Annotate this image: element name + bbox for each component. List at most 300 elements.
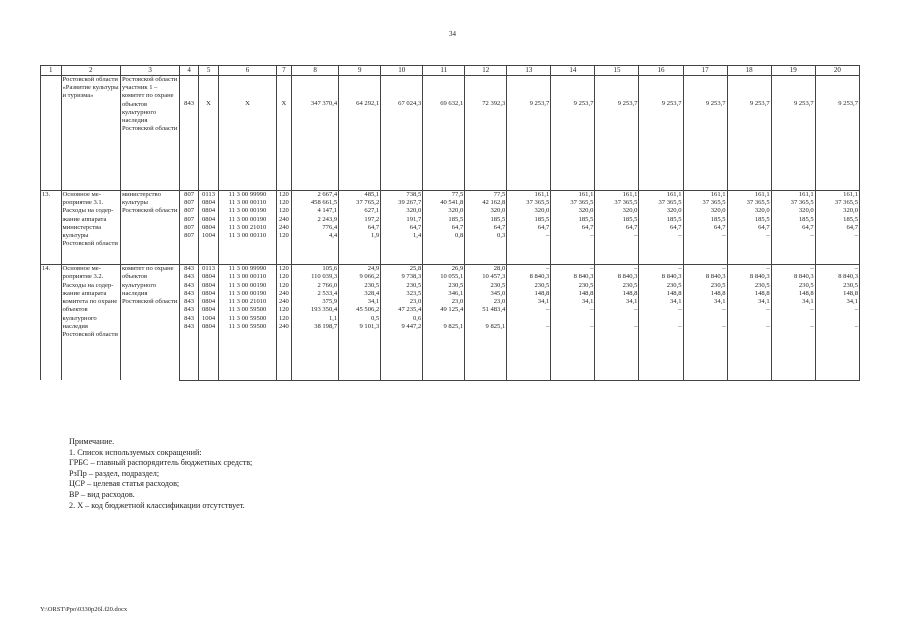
table-cell <box>507 248 551 256</box>
table-cell: – <box>507 232 551 240</box>
table-cell <box>292 331 339 339</box>
table-cell <box>423 331 465 339</box>
table-cell <box>815 347 859 355</box>
table-cell <box>381 347 423 355</box>
table-cell: 320,0 <box>465 207 507 215</box>
table-cell: 34,1 <box>815 298 859 306</box>
table-cell <box>180 331 198 339</box>
table-cell: 185,5 <box>507 216 551 224</box>
table-cell: Основное ме-роприятие 3.2. Расходы на содер-жание аппарата комитета по охране объектов культурного наследия Ростовской области <box>61 265 120 380</box>
table-cell: 843 <box>180 265 198 274</box>
table-cell <box>771 257 815 265</box>
table-cell <box>276 364 291 372</box>
table-cell: – <box>771 323 815 331</box>
table-cell: 120 <box>276 306 291 314</box>
table-cell <box>423 339 465 347</box>
table-cell: – <box>639 265 683 274</box>
table-cell: 64,7 <box>465 224 507 232</box>
table-cell: 64,7 <box>771 224 815 232</box>
table-cell: 320,0 <box>551 207 595 215</box>
table-cell: 240 <box>276 216 291 224</box>
table-cell: 11 3 00 99990 <box>219 265 276 274</box>
table-cell: Основное ме-роприятие 3.1. Расходы на содер-жание аппарата министерства культуры Ростовской области <box>61 191 120 265</box>
table-cell <box>423 372 465 380</box>
table-cell: 11 3 00 21010 <box>219 224 276 232</box>
table-cell: 0804 <box>198 306 219 314</box>
table-cell: 19 <box>771 66 815 76</box>
table-cell: 1004 <box>198 315 219 323</box>
table-cell: 34,1 <box>507 298 551 306</box>
table-cell: – <box>727 265 771 274</box>
table-cell: 161,1 <box>683 191 727 200</box>
table-cell <box>683 339 727 347</box>
table-cell: 2 766,0 <box>292 282 339 290</box>
table-cell: 185,5 <box>683 216 727 224</box>
table-cell <box>595 257 639 265</box>
table-cell: 11 3 00 00190 <box>219 216 276 224</box>
table-cell <box>423 347 465 355</box>
table-cell: 37 365,5 <box>771 199 815 207</box>
table-cell: 37 365,5 <box>507 199 551 207</box>
table-cell: 161,1 <box>595 191 639 200</box>
table-cell: 47 235,4 <box>381 306 423 314</box>
table-cell <box>180 355 198 363</box>
table-cell <box>815 331 859 339</box>
table-cell: 230,5 <box>507 282 551 290</box>
table-cell <box>771 315 815 323</box>
table-cell: 51 483,4 <box>465 306 507 314</box>
table-cell <box>727 347 771 355</box>
table-cell: 64,7 <box>339 224 381 232</box>
table-cell <box>423 248 465 256</box>
table-cell: 34,1 <box>683 298 727 306</box>
table-cell <box>727 240 771 248</box>
table-cell: 843 <box>180 76 198 191</box>
table-cell <box>180 257 198 265</box>
table-cell <box>551 347 595 355</box>
table-cell: 11 3 00 59500 <box>219 306 276 314</box>
table-cell <box>292 240 339 248</box>
table-cell: 6 <box>219 66 276 76</box>
table-cell: 37 365,5 <box>815 199 859 207</box>
table-cell <box>198 364 219 372</box>
table-cell <box>771 240 815 248</box>
table-cell <box>219 257 276 265</box>
table-cell <box>219 372 276 380</box>
table-cell: 72 392,3 <box>465 76 507 191</box>
table-cell: 37 365,5 <box>683 199 727 207</box>
table-cell <box>507 315 551 323</box>
table-cell: 148,8 <box>727 290 771 298</box>
table-cell <box>198 257 219 265</box>
table-cell: 230,5 <box>771 282 815 290</box>
table-cell: 64,7 <box>551 224 595 232</box>
table-cell: – <box>683 306 727 314</box>
table-cell: 3 <box>120 66 179 76</box>
table-cell: 240 <box>276 298 291 306</box>
table-cell <box>180 240 198 248</box>
table-cell <box>339 331 381 339</box>
table-cell: – <box>771 306 815 314</box>
table-cell: 9 066,2 <box>339 273 381 281</box>
table-cell: 77,5 <box>423 191 465 200</box>
table-cell: 18 <box>727 66 771 76</box>
table-cell: 25,8 <box>381 265 423 274</box>
table-cell <box>771 364 815 372</box>
table-cell <box>727 248 771 256</box>
notes-title: Примечание. <box>69 437 115 446</box>
table-cell: 240 <box>276 290 291 298</box>
table-cell: 14 <box>551 66 595 76</box>
table-cell: 0804 <box>198 207 219 215</box>
table-row <box>41 191 860 200</box>
table-cell <box>683 364 727 372</box>
table-row <box>41 265 860 274</box>
table-cell <box>465 257 507 265</box>
notes-line: 1. Список используемых сокращений: <box>69 447 202 457</box>
table-cell: – <box>815 323 859 331</box>
table-cell <box>815 248 859 256</box>
table-cell: 843 <box>180 323 198 331</box>
table-cell: 345,0 <box>465 290 507 298</box>
table-cell: 11 3 00 00110 <box>219 273 276 281</box>
table-cell <box>198 355 219 363</box>
table-cell <box>727 364 771 372</box>
table-cell <box>595 372 639 380</box>
table-cell <box>465 315 507 323</box>
table-cell: 1,9 <box>339 232 381 240</box>
table-cell: 120 <box>276 265 291 274</box>
table-cell: 1004 <box>198 232 219 240</box>
notes-line: 2. X – код бюджетной классификации отсутствует. <box>69 500 245 510</box>
table-cell <box>465 347 507 355</box>
table-cell: 11 3 00 00190 <box>219 290 276 298</box>
table-cell <box>180 347 198 355</box>
table-cell <box>507 347 551 355</box>
table-cell: 9 447,2 <box>381 323 423 331</box>
table-cell: 347 370,4 <box>292 76 339 191</box>
table-cell: 9 253,7 <box>727 76 771 191</box>
table-cell <box>219 364 276 372</box>
table-cell: 843 <box>180 315 198 323</box>
table-cell: 320,0 <box>815 207 859 215</box>
table-cell: 120 <box>276 282 291 290</box>
table-cell: – <box>727 306 771 314</box>
table-cell: – <box>639 323 683 331</box>
table-cell <box>465 248 507 256</box>
table-cell: 320,0 <box>727 207 771 215</box>
table-cell <box>381 372 423 380</box>
table-cell: 197,2 <box>339 216 381 224</box>
table-cell <box>727 355 771 363</box>
table-cell: 37 365,5 <box>595 199 639 207</box>
table-cell: 28,0 <box>465 265 507 274</box>
table-cell: 64,7 <box>595 224 639 232</box>
table-cell: – <box>507 265 551 274</box>
table-cell: 0113 <box>198 191 219 200</box>
table-cell: 161,1 <box>507 191 551 200</box>
table-cell <box>683 240 727 248</box>
table-cell <box>815 339 859 347</box>
table-cell: 0804 <box>198 216 219 224</box>
table-cell <box>595 355 639 363</box>
table-cell: 34,1 <box>551 298 595 306</box>
table-cell <box>639 248 683 256</box>
table-cell <box>639 331 683 339</box>
table-cell: 120 <box>276 232 291 240</box>
table-cell <box>381 257 423 265</box>
table-cell: 11 3 00 21010 <box>219 298 276 306</box>
table-cell <box>507 331 551 339</box>
table-cell <box>683 347 727 355</box>
table-cell <box>339 355 381 363</box>
table-cell: 843 <box>180 273 198 281</box>
table-cell: 185,5 <box>465 216 507 224</box>
table-cell: 64,7 <box>507 224 551 232</box>
table-cell <box>339 339 381 347</box>
table-cell <box>276 339 291 347</box>
table-cell: 39 267,7 <box>381 199 423 207</box>
table-cell: – <box>639 306 683 314</box>
table-cell: 843 <box>180 290 198 298</box>
table-cell <box>339 372 381 380</box>
table-cell: министерство культуры Ростовской области <box>120 191 179 265</box>
table-cell: – <box>771 232 815 240</box>
table-cell: 0113 <box>198 265 219 274</box>
table-cell: – <box>771 265 815 274</box>
table-cell: 161,1 <box>727 191 771 200</box>
table-cell <box>595 339 639 347</box>
table-cell: 26,9 <box>423 265 465 274</box>
table-cell: 776,4 <box>292 224 339 232</box>
table-cell: 185,5 <box>423 216 465 224</box>
table-cell: 161,1 <box>639 191 683 200</box>
table-cell <box>339 364 381 372</box>
table-cell: 120 <box>276 273 291 281</box>
table-cell: 0804 <box>198 224 219 232</box>
table-cell: 148,8 <box>507 290 551 298</box>
table-cell <box>727 339 771 347</box>
table-cell: 34,1 <box>639 298 683 306</box>
table-cell: Ростовской области участник 1 – комитет по охране объектов культурного наследия Ростовской области <box>120 76 179 191</box>
table-cell: 9 825,1 <box>465 323 507 331</box>
table-cell <box>219 331 276 339</box>
table-cell <box>551 240 595 248</box>
notes-line: ГРБС – главный распорядитель бюджетных средств; <box>69 458 253 468</box>
table-cell: 2 <box>61 66 120 76</box>
table-cell <box>595 347 639 355</box>
table-cell <box>551 364 595 372</box>
notes-section <box>69 437 252 511</box>
table-cell: 10 055,1 <box>423 273 465 281</box>
table-cell <box>381 240 423 248</box>
table-cell: 807 <box>180 216 198 224</box>
table-cell: 1 <box>41 66 62 76</box>
table-cell <box>423 240 465 248</box>
table-cell <box>180 248 198 256</box>
table-cell: 34,1 <box>595 298 639 306</box>
table-cell: 38 198,7 <box>292 323 339 331</box>
table-cell <box>198 331 219 339</box>
table-cell: 13 <box>507 66 551 76</box>
table-cell: 328,4 <box>339 290 381 298</box>
table-cell <box>381 331 423 339</box>
table-cell: 16 <box>639 66 683 76</box>
table-cell: 9 253,7 <box>815 76 859 191</box>
table-cell: 4 <box>180 66 198 76</box>
table-cell <box>41 76 62 191</box>
table-cell: 11 3 00 00190 <box>219 282 276 290</box>
table-cell <box>815 315 859 323</box>
table-cell: 230,5 <box>551 282 595 290</box>
table-cell <box>465 372 507 380</box>
table-cell <box>551 372 595 380</box>
table-cell <box>639 364 683 372</box>
table-cell: 34,1 <box>339 298 381 306</box>
table-cell <box>507 355 551 363</box>
table-cell: 40 541,8 <box>423 199 465 207</box>
table-cell <box>465 331 507 339</box>
table-cell <box>815 240 859 248</box>
table-cell <box>639 355 683 363</box>
table-cell: 320,0 <box>381 207 423 215</box>
table-cell <box>815 355 859 363</box>
table-cell: 67 024,3 <box>381 76 423 191</box>
table-cell <box>219 240 276 248</box>
table-cell: 8 840,3 <box>771 273 815 281</box>
table-cell: 230,5 <box>381 282 423 290</box>
table-cell: 0804 <box>198 290 219 298</box>
table-cell: – <box>639 232 683 240</box>
table-cell <box>771 355 815 363</box>
table-cell: 120 <box>276 207 291 215</box>
table-cell: 2 533,4 <box>292 290 339 298</box>
table-cell <box>771 331 815 339</box>
table-cell: 185,5 <box>551 216 595 224</box>
table-cell: 49 125,4 <box>423 306 465 314</box>
table-cell <box>683 248 727 256</box>
table-cell: 23,0 <box>381 298 423 306</box>
table-cell: 807 <box>180 207 198 215</box>
table-cell <box>292 347 339 355</box>
table-cell <box>507 257 551 265</box>
table-cell: 161,1 <box>815 191 859 200</box>
table-cell: 230,5 <box>815 282 859 290</box>
table-cell <box>276 257 291 265</box>
table-cell <box>180 372 198 380</box>
table-cell <box>771 347 815 355</box>
table-cell <box>339 347 381 355</box>
table-cell <box>219 339 276 347</box>
table-cell: 77,5 <box>465 191 507 200</box>
table-cell: 2 667,4 <box>292 191 339 200</box>
table-cell <box>683 331 727 339</box>
table-cell: 320,0 <box>771 207 815 215</box>
table-cell: – <box>595 306 639 314</box>
table-cell: 64,7 <box>381 224 423 232</box>
table-header-row <box>41 66 860 76</box>
table-cell: 9 253,7 <box>595 76 639 191</box>
table-cell: 0804 <box>198 199 219 207</box>
table-cell: 843 <box>180 282 198 290</box>
table-cell <box>198 240 219 248</box>
table-cell: 64,7 <box>639 224 683 232</box>
table-cell: X <box>219 76 276 191</box>
table-cell <box>276 331 291 339</box>
table-cell: – <box>727 232 771 240</box>
table-cell: 346,1 <box>423 290 465 298</box>
table-cell <box>423 257 465 265</box>
table-cell: комитет по охране объектов культурного наследия Ростовской области <box>120 265 179 380</box>
table-cell <box>595 364 639 372</box>
table-cell <box>551 257 595 265</box>
table-cell: 8 <box>292 66 339 76</box>
table-cell: 230,5 <box>423 282 465 290</box>
table-cell: – <box>815 265 859 274</box>
table-cell <box>595 248 639 256</box>
table-cell: – <box>595 265 639 274</box>
table-cell <box>465 339 507 347</box>
table-cell: 11 3 00 00110 <box>219 232 276 240</box>
table-cell <box>551 331 595 339</box>
table-cell: 8 840,3 <box>683 273 727 281</box>
table-cell: 105,6 <box>292 265 339 274</box>
table-cell: 320,0 <box>595 207 639 215</box>
table-cell: 9 253,7 <box>771 76 815 191</box>
notes-line: РзПр – раздел, подраздел; <box>69 468 160 478</box>
table-cell: 64,7 <box>423 224 465 232</box>
table-cell: 11 <box>423 66 465 76</box>
table-cell: 42 162,8 <box>465 199 507 207</box>
table-cell <box>292 257 339 265</box>
table-cell: 8 840,3 <box>639 273 683 281</box>
table-cell: Ростовской области «Развитие культуры и туризма» <box>61 76 120 191</box>
table-cell <box>507 364 551 372</box>
table-cell: 375,9 <box>292 298 339 306</box>
table-cell: 0,6 <box>381 315 423 323</box>
table-cell: 323,5 <box>381 290 423 298</box>
table-cell: 843 <box>180 306 198 314</box>
table-cell <box>465 355 507 363</box>
table-cell: 24,9 <box>339 265 381 274</box>
table-cell: 230,5 <box>595 282 639 290</box>
table-cell: 161,1 <box>771 191 815 200</box>
table-cell: 230,5 <box>639 282 683 290</box>
table-cell <box>276 347 291 355</box>
table-cell: 5 <box>198 66 219 76</box>
table-cell <box>292 372 339 380</box>
table-cell: 1,1 <box>292 315 339 323</box>
table-cell: 10 <box>381 66 423 76</box>
table-cell <box>595 315 639 323</box>
table-cell: 230,5 <box>683 282 727 290</box>
table-cell: 148,8 <box>595 290 639 298</box>
table-cell: X <box>276 76 291 191</box>
table-cell: 14. <box>41 265 62 380</box>
table-cell <box>198 339 219 347</box>
table-cell <box>465 240 507 248</box>
table-cell: 9 738,3 <box>381 273 423 281</box>
table-cell: 148,8 <box>639 290 683 298</box>
table-cell: 8 840,3 <box>727 273 771 281</box>
footer-file-path: Y:\ORST\Ppo\0330p26l.f20.docx <box>40 606 128 613</box>
table-cell <box>551 248 595 256</box>
table-cell: 34,1 <box>727 298 771 306</box>
table-cell <box>381 248 423 256</box>
budget-table <box>40 65 860 381</box>
table-cell: – <box>727 323 771 331</box>
table-cell: 2 243,9 <box>292 216 339 224</box>
